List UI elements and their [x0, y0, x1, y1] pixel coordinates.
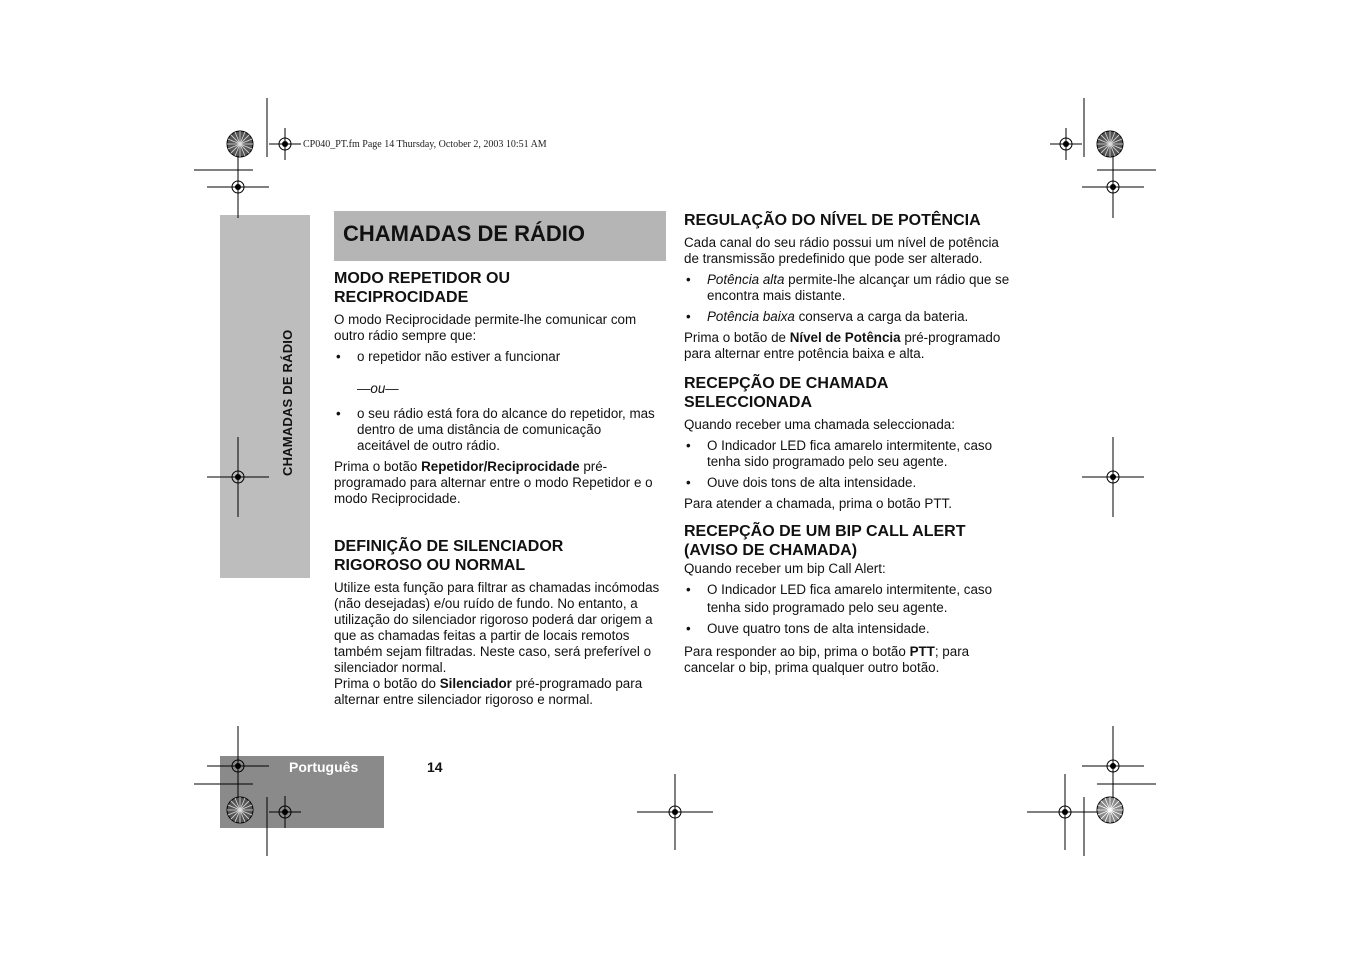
registration-target-icon — [207, 156, 269, 218]
heading-call-alert: RECEPÇÃO DE UM BIP CALL ALERT (AVISO DE CHAMADA) — [684, 523, 966, 559]
power-intro: Cada canal do seu rádio possui um nível de potência de transmissão predefinido que pode ser alterado. — [684, 235, 999, 266]
registration-target-icon — [637, 774, 713, 850]
list-item: • o repetidor não estiver a funcionar — [334, 349, 669, 365]
registration-target-icon — [207, 726, 269, 806]
power-instructions: Prima o botão de Nível de Potência pré-programado para alternar entre potência baixa e alta. — [684, 330, 1001, 361]
repeater-intro: O modo Reciprocidade permite-lhe comunicar com outro rádio sempre que: — [334, 312, 637, 343]
registration-target-icon — [207, 437, 269, 517]
starburst-mark-icon — [1096, 796, 1124, 824]
heading-squelch: DEFINIÇÃO DE SILENCIADOR RIGOROSO OU NORMAL — [334, 538, 564, 574]
squelch-button-name: Silenciador — [439, 676, 512, 691]
power-button-name: Nível de Potência — [789, 330, 901, 345]
squelch-instructions: Prima o botão do Silenciador pré-programado para alternar entre silenciador rigoroso e normal. — [334, 676, 643, 707]
ptt-button-name: PTT — [909, 644, 935, 659]
call-alert-intro: Quando receber um bip Call Alert: — [684, 561, 886, 576]
registration-target-icon — [269, 128, 301, 160]
heading-repeater: MODO REPETIDOR OU RECIPROCIDADE — [334, 270, 511, 306]
registration-target-icon — [1050, 128, 1082, 160]
frame-info: CP040_PT.fm Page 14 Thursday, October 2, 2003 10:51 AM — [303, 139, 547, 150]
selected-call-outro: Para atender a chamada, prima o botão PTT. — [684, 496, 952, 511]
registration-target-icon — [1082, 437, 1144, 517]
list-item: • Ouve quatro tons de alta intensidade. — [684, 621, 1019, 637]
selected-call-intro: Quando receber uma chamada seleccionada: — [684, 417, 955, 432]
heading-selected-call: RECEPÇÃO DE CHAMADA SELECCIONADA — [684, 375, 888, 411]
separator-ou: —ou— — [357, 381, 399, 396]
list-item: • O Indicador LED fica amarelo intermitente, caso tenha sido programado pelo seu agente. — [684, 581, 1017, 617]
page-number: 14 — [427, 759, 443, 775]
repeater-instructions: Prima o botão Repetidor/Reciprocidade pré-programado para alternar entre o modo Repetidor e o modo Reciprocidade. — [334, 459, 653, 506]
heading-power: REGULAÇÃO DO NÍVEL DE POTÊNCIA — [684, 212, 981, 229]
registration-target-icon — [269, 796, 301, 828]
list-item: • Potência alta permite-lhe alcançar um rádio que se encontra mais distante. — [684, 272, 1017, 304]
starburst-mark-icon — [1096, 130, 1124, 158]
footer-language: Português — [289, 759, 359, 775]
page-title: CHAMADAS DE RÁDIO — [343, 221, 585, 246]
call-alert-instructions: Para responder ao bip, prima o botão PTT; para cancelar o bip, prima qualquer outro botão. — [684, 644, 970, 675]
registration-target-icon — [1027, 774, 1103, 850]
side-tab-label: CHAMADAS DE RÁDIO — [280, 329, 295, 476]
list-item: • o seu rádio está fora do alcance do repetidor, mas dentro de uma distância de comunicação aceitável de outro rádio. — [334, 406, 657, 454]
registration-target-icon — [1082, 156, 1144, 218]
starburst-mark-icon — [226, 796, 254, 824]
repeater-button-name: Repetidor/Reciprocidade — [421, 459, 580, 474]
list-item: • O Indicador LED fica amarelo intermitente, caso tenha sido programado pelo seu agente. — [684, 438, 1017, 470]
starburst-mark-icon — [226, 130, 254, 158]
list-item: • Ouve dois tons de alta intensidade. — [684, 475, 1019, 491]
list-item: • Potência baixa conserva a carga da bateria. — [684, 309, 1019, 325]
squelch-body: Utilize esta função para filtrar as chamadas incómodas (não desejadas) e/ou ruído de fundo. No entanto, a utilização do silenciador rigoroso poderá dar origem a que as chamadas feitas a partir de locais remotos também sejam filtradas. Neste caso, será preferível o silenciador normal. — [334, 580, 660, 675]
